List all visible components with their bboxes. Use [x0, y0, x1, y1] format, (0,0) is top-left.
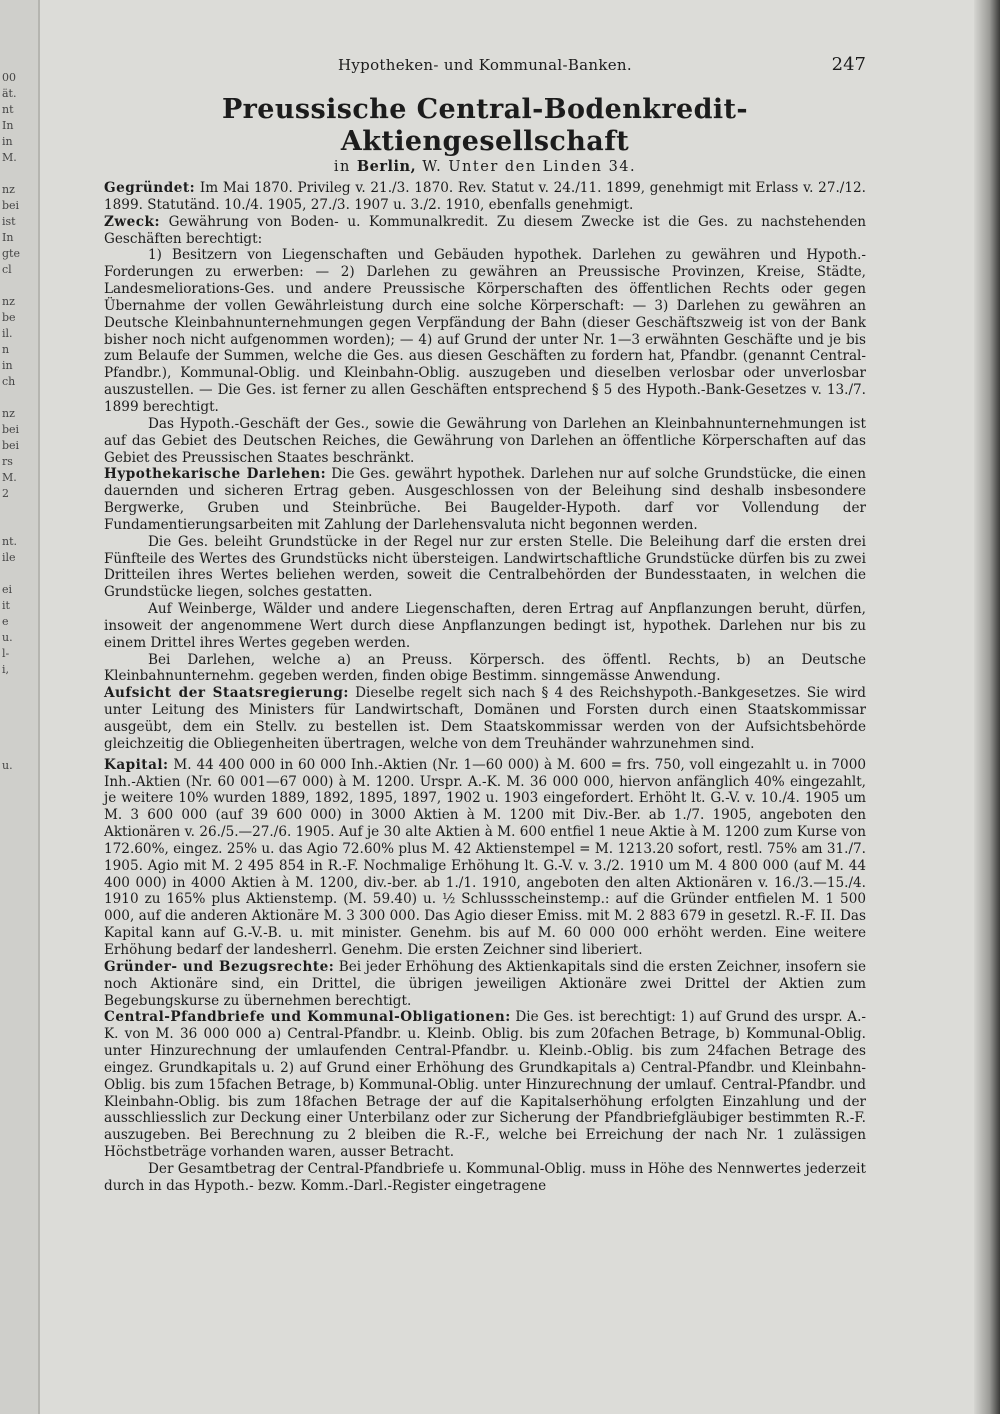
margin-fragment: ist	[2, 215, 16, 228]
margin-fragment: nt	[2, 103, 14, 116]
margin-fragment: in	[2, 359, 13, 372]
margin-fragment: be	[2, 311, 16, 324]
section-text: Dieselbe regelt sich nach § 4 des Reichshypoth.-Bankgesetzes. Sie wird unter Leitung des Ministers für Landwirtschaft, Domänen und Forsten durch einen Staatskommissar ausgeübt, dem ein Stellv. zu bestellen ist. Dem Staatskommissar werden von der Aufsichtsbehörde gleichzeitig die Obliegenheiten übertragen, welche von dem Treuhänder wahrzunehmen sind.	[104, 685, 866, 752]
margin-fragment	[0, 790, 38, 806]
margin-fragment: nt.	[2, 535, 18, 548]
company-address	[104, 158, 866, 176]
adjacent-page-margin	[0, 0, 40, 1414]
margin-fragment	[0, 774, 38, 790]
margin-fragment: M.	[2, 471, 17, 484]
margin-fragment: nz	[2, 295, 15, 308]
margin-fragment	[0, 278, 38, 294]
margin-fragment: it	[2, 599, 10, 612]
text-paragraph	[104, 601, 866, 652]
text-paragraph	[104, 180, 866, 214]
margin-fragment: ch	[2, 375, 16, 388]
page-number: 247	[831, 54, 866, 75]
margin-fragment: ile	[2, 551, 16, 564]
text-paragraph	[104, 757, 866, 959]
margin-fragment: il.	[2, 327, 13, 340]
running-header	[104, 56, 866, 88]
section-heading: Aufsicht der Staatsregierung:	[104, 685, 349, 702]
city-name: Berlin,	[356, 158, 417, 175]
margin-fragment	[0, 166, 38, 182]
street-address: W. Unter den Linden 34.	[422, 159, 637, 175]
margin-fragment: 00	[2, 71, 16, 84]
margin-fragment	[0, 566, 38, 582]
margin-fragment	[0, 678, 38, 694]
section-text: Die Ges. gewährt hypothek. Darlehen nur auf solche Grundstücke, die einen dauernden und sicheren Ertrag geben. Ausgeschlossen von der Beleihung sind deshalb insbesondere Bergwerke, Gruben und Steinbrüche. Bei Baugelder-Hypoth. darf vor Vollendung der Fundamentierungsarbeiten mit Zahlung der Darlehensvaluta nicht begonnen werden.	[104, 466, 866, 533]
document-page	[104, 56, 866, 1195]
section-text: 1) Besitzern von Liegenschaften und Gebäuden hypothek. Darlehen zu gewähren und Hypoth.-Forderungen zu erwerben: — 2) Darlehen zu gewähren an Preussische Provinzen, Kreise, Städte, Landesmeliorations-Ges. und andere Preussische Körperschaften des öffentlichen Rechts oder gegen Übernahme der vollen Gewährleistung durch eine solche Körperschaft: — 3) Darlehen zu gewähren an Deutsche Kleinbahnunternehmungen gegen Verpfändung der Bahn (dieser Geschäftszweig ist von der Bank bisher noch nicht aufgenommen worden); — 4) auf Grund der unter Nr. 1—3 erwähnten Geschäfte und je bis zum Belaufe der Summen, welche die Ges. aus diesen Geschäften zu fordern hat, Pfandbr. (genannt Central-Pfandbr.), Kommunal-Oblig. und Kleinbahn-Oblig. auszugeben und dieselben verlosbar oder unverlosbar auszustellen. — Die Ges. ist ferner zu allen Geschäften entsprechend § 5 des Hypoth.-Bank-Gesetzes v. 13./7. 1899 berechtigt.	[104, 247, 866, 415]
text-paragraph	[104, 652, 866, 686]
text-paragraph	[104, 214, 866, 248]
text-paragraph	[104, 247, 866, 415]
section-text: Der Gesamtbetrag der Central-Pfandbriefe u. Kommunal-Oblig. muss in Höhe des Nennwertes jederzeit durch in das Hypoth.- bezw. Komm.-Darl.-Register eingetragene	[104, 1160, 866, 1194]
margin-fragment: ei	[2, 583, 13, 596]
margin-fragment: e	[2, 615, 9, 628]
location-prefix: in	[333, 159, 351, 175]
section-text: Das Hypoth.-Geschäft der Ges., sowie die Gewährung von Darlehen an Kleinbahnunternehmungen ist auf das Gebiet des Deutschen Reiches, die Gewährung von Darlehen an öffentliche Körperschaften auf das Gebiet des Preussischen Staates beschränkt.	[104, 415, 866, 466]
margin-fragment: l-	[2, 647, 10, 660]
company-name: Preussische Central-Bodenkredit-Aktiengesellschaft	[221, 94, 749, 157]
margin-fragment	[0, 502, 38, 518]
section-text: Die Ges. ist berechtigt: 1) auf Grund des urspr. A.-K. von M. 36 000 000 a) Central-Pfandbr. u. Kleinb. Oblig. bis zum 20fachen Betrage, b) Kommunal-Oblig. unter Hinzurechnung der umlaufenden Central-Pfandbr. u. Kleinb.-Oblig. bis zum 24fachen Betrage des eingez. Grundkapitals u. 2) auf Grund einer Erhöhung des Grundkapitals a) Central-Pfandbr. und Kleinbahn-Oblig. bis zum 15fachen Betrage, b) Kommunal-Oblig. unter Hinzurechnung der umlauf. Central-Pfandbr. und Kleinbahn-Oblig. bis zum 18fachen Betrage der auf die Kapitalserhöhung erfolgten Einzahlung und der ausschliesslich zur Deckung einer Unterbilanz oder zur Sicherung der Pfandbriefgläubiger bestimmten R.-F. auszugeben. Bei Berechnung zu 2 bleiben die R.-F., welche bei Erreichung der nach Nr. 1 zulässigen Höchstbeträge vorhanden waren, ausser Betracht.	[104, 1009, 866, 1161]
section-heading: Zweck:	[104, 213, 160, 230]
margin-fragment: u.	[2, 631, 13, 644]
section-heading: Hypothekarische Darlehen:	[104, 466, 327, 483]
margin-fragment: i,	[2, 663, 10, 676]
margin-fragment	[0, 518, 38, 534]
section-heading: Gründer- und Bezugsrechte:	[104, 958, 335, 975]
text-paragraph	[104, 1009, 866, 1161]
section-text: Auf Weinberge, Wälder und andere Liegenschaften, deren Ertrag auf Anpflanzungen beruht, dürfen, insoweit der angenommene Wert durch diese Anpflanzungen bedingt ist, hypothek. Darlehen nur bis zu einem Drittel ihres Wertes gegeben werden.	[104, 601, 866, 651]
margin-fragment: bei	[2, 199, 20, 212]
margin-fragment	[0, 390, 38, 406]
running-title: Hypotheken- und Kommunal-Banken.	[338, 56, 632, 74]
margin-fragment	[0, 694, 38, 710]
article-body	[104, 180, 866, 1195]
section-text: Im Mai 1870. Privileg v. 21./3. 1870. Rev. Statut v. 24./11. 1899, genehmigt mit Erlass v. 27./12. 1899. Statutänd. 10./4. 1905, 27./3. 1907 u. 3./2. 1910, ebenfalls genehmigt.	[104, 180, 866, 213]
margin-fragment: nz	[2, 183, 15, 196]
section-heading: Kapital:	[104, 756, 169, 773]
margin-fragment: gte	[2, 247, 20, 260]
text-paragraph	[104, 416, 866, 467]
margin-fragment: rs	[2, 455, 13, 468]
section-text: M. 44 400 000 in 60 000 Inh.-Aktien (Nr. 1—60 000) à M. 600 = frs. 750, voll eingezahlt u. in 7000 Inh.-Aktien (Nr. 60 001—67 000) à M. 1200. Urspr. A.-K. M. 36 000 000, hiervon anfänglich 40% eingezahlt, je weitere 10% wurden 1889, 1892, 1895, 1897, 1902 u. 1903 eingefordert. Erhöht lt. G.-V. v. 10./4. 1905 um M. 3 600 000 (auf 39 600 000) in 3000 Aktien à M. 1200 mit Div.-Ber. ab 1./7. 1905, angeboten den Aktionären v. 26./5.—27./6. 1905. Auf je 30 alte Aktien à M. 600 entfiel 1 neue Aktie à M. 1200 zum Kurse von 172.60%, eingez. 25% u. das Agio 72.60% plus M. 42 Aktienstempel = M. 1213.20 sofort, restl. 75% am 31./7. 1905. Agio mit M. 2 495 854 in R.-F. Nochmalige Erhöhung lt. G.-V. v. 3./2. 1910 um M. 4 800 000 (auf M. 44 400 000) in 4000 Aktien à M. 1200, div.-ber. ab 1./1. 1910, angeboten den alten Aktionären v. 16./3.—15./4. 1910 zu 165% plus Aktienstemp. (M. 59.40) u. ½ Schlussscheinstemp.: auf die Gründer entfielen M. 1 500 000, auf die anderen Aktionäre M. 3 300 000. Das Agio dieser Emiss. mit M. 2 883 679 in gesetzl. R.-F. II. Das Kapital kann auf G.-V.-B. u. mit minister. Genehm. bis auf M. 60 000 000 erhöht werden. Eine weitere Erhöhung bedarf der landesherrl. Genehm. Die ersten Zeichner sind liberiert.	[104, 756, 866, 958]
section-text: Die Ges. beleiht Grundstücke in der Regel nur zur ersten Stelle. Die Beleihung darf die ersten drei Fünfteile des Wertes des Grundstücks nicht übersteigen. Landwirtschaftliche Grundstücke dürfen bis zu zwei Dritteilen ihres Wertes beliehen werden, soweit die Centralbehörden der Bundesstaaten, in welchen die Grundstücke liegen, solches gestatten.	[104, 533, 866, 601]
margin-fragment	[0, 710, 38, 726]
margin-fragment: cl	[2, 263, 12, 276]
margin-fragment: M.	[2, 151, 17, 164]
text-paragraph	[104, 534, 866, 601]
section-heading: Gegründet:	[104, 180, 196, 196]
section-heading: Central-Pfandbriefe und Kommunal-Obligationen:	[104, 1009, 511, 1026]
page-edge-shadow	[974, 0, 1000, 1414]
margin-fragment: n	[2, 343, 10, 356]
margin-fragment: u.	[2, 759, 13, 772]
text-paragraph	[104, 1161, 866, 1195]
margin-fragment: bei	[2, 423, 20, 436]
text-paragraph	[104, 685, 866, 752]
margin-fragment: in	[2, 135, 13, 148]
margin-fragment: nz	[2, 407, 15, 420]
margin-fragment: In	[2, 231, 14, 244]
margin-fragment: 2	[2, 487, 9, 500]
section-text: Bei Darlehen, welche a) an Preuss. Körpersch. des öffentl. Rechts, b) an Deutsche Kleinbahnunternehm. gegeben werden, finden obige Bestimm. sinngemässe Anwendung.	[104, 651, 866, 685]
section-text: Bei jeder Erhöhung des Aktienkapitals sind die ersten Zeichner, insofern sie noch Aktionäre sind, ein Drittel, die übrigen jeweiligen Aktionäre zwei Drittel der Aktien zum Begebungskurse zu übernehmen berechtigt.	[104, 958, 866, 1009]
margin-fragment	[0, 806, 38, 822]
margin-fragment	[0, 822, 38, 838]
margin-fragment	[0, 742, 38, 758]
margin-fragment: In	[2, 119, 14, 132]
text-paragraph	[104, 466, 866, 533]
margin-fragment	[0, 838, 38, 854]
margin-fragment	[0, 726, 38, 742]
section-text: Gewährung von Boden- u. Kommunalkredit. Zu diesem Zwecke ist die Ges. zu nachstehenden Geschäften berechtigt:	[104, 213, 866, 247]
text-paragraph	[104, 959, 866, 1010]
margin-fragment: ät.	[2, 87, 17, 100]
margin-fragment: bei	[2, 439, 20, 452]
